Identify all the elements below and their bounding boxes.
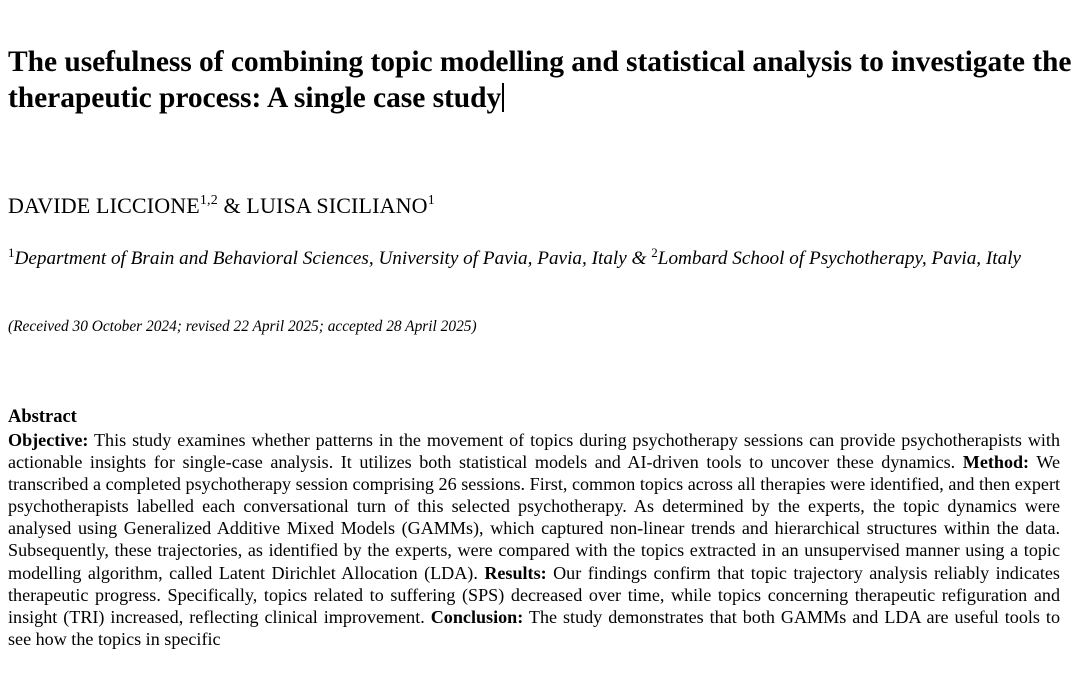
affiliation-mark: 1 (8, 245, 15, 260)
affiliation-text: Lombard School of Psychotherapy, Pavia, Italy (657, 248, 1022, 269)
results-label: Results: (484, 562, 547, 583)
affiliation-mark: 2 (651, 245, 658, 260)
paper-title-text: The usefulness of combining topic modelling and statistical analysis to investigate the therapeutic process: A single case study (8, 46, 1072, 114)
results-text: Our findings confirm that topic trajectory analysis reliably indicates therapeutic progress. Specifically, topics related to suffering (SPS) decreased over time, while topics concerning therapeutic refiguration and insight (TRI) increased, reflecting clinical improvement. (8, 562, 1060, 627)
conclusion-text: The study demonstrates that both GAMMs and LDA are useful tools to see how the topics in specific (8, 606, 1060, 649)
abstract-body (8, 429, 1060, 650)
paper-title (8, 44, 1074, 116)
method-label: Method: (962, 452, 1030, 473)
author-separator: & (217, 193, 247, 218)
objective-label: Objective: (8, 430, 89, 450)
author-name: DAVIDE LICCIONE (8, 193, 200, 218)
author-name: LUISA SICILIANO (246, 193, 428, 218)
submission-dates: (Received 30 October 2024; revised 22 April 2025; accepted 28 April 2025) (8, 318, 477, 335)
conclusion-label: Conclusion: (430, 606, 524, 627)
author-list (8, 192, 435, 220)
objective-text: This study examines whether patterns in the movement of topics during psychotherapy sessions can provide psychotherapists with actionable insights for single-case analysis. It utilizes both statistical models and AI-driven tools to uncover these dynamics. (8, 430, 1060, 473)
author-affiliation-mark: 1 (427, 193, 435, 208)
author-affiliation-mark: 1,2 (199, 193, 218, 208)
text-cursor (502, 83, 504, 112)
abstract-heading: Abstract (8, 407, 77, 427)
affiliation-text: Department of Brain and Behavioral Sciences, University of Pavia, Pavia, Italy & (14, 248, 652, 269)
method-text: We transcribed a completed psychotherapy session comprising 26 sessions. First, common topics across all therapies were identified, and then expert psychotherapists labelled each conversational turn of this selected psychotherapy. As determined by the experts, the topic dynamics were analysed using Generalized Additive Mixed Models (GAMMs), which captured non-linear trends and hierarchical structures within the data. Subsequently, these trajectories, as identified by the experts, were compared with the topics extracted in an unsupervised manner using a topic modelling algorithm, called Latent Dirichlet Allocation (LDA). (8, 452, 1060, 583)
affiliations (8, 245, 1074, 272)
